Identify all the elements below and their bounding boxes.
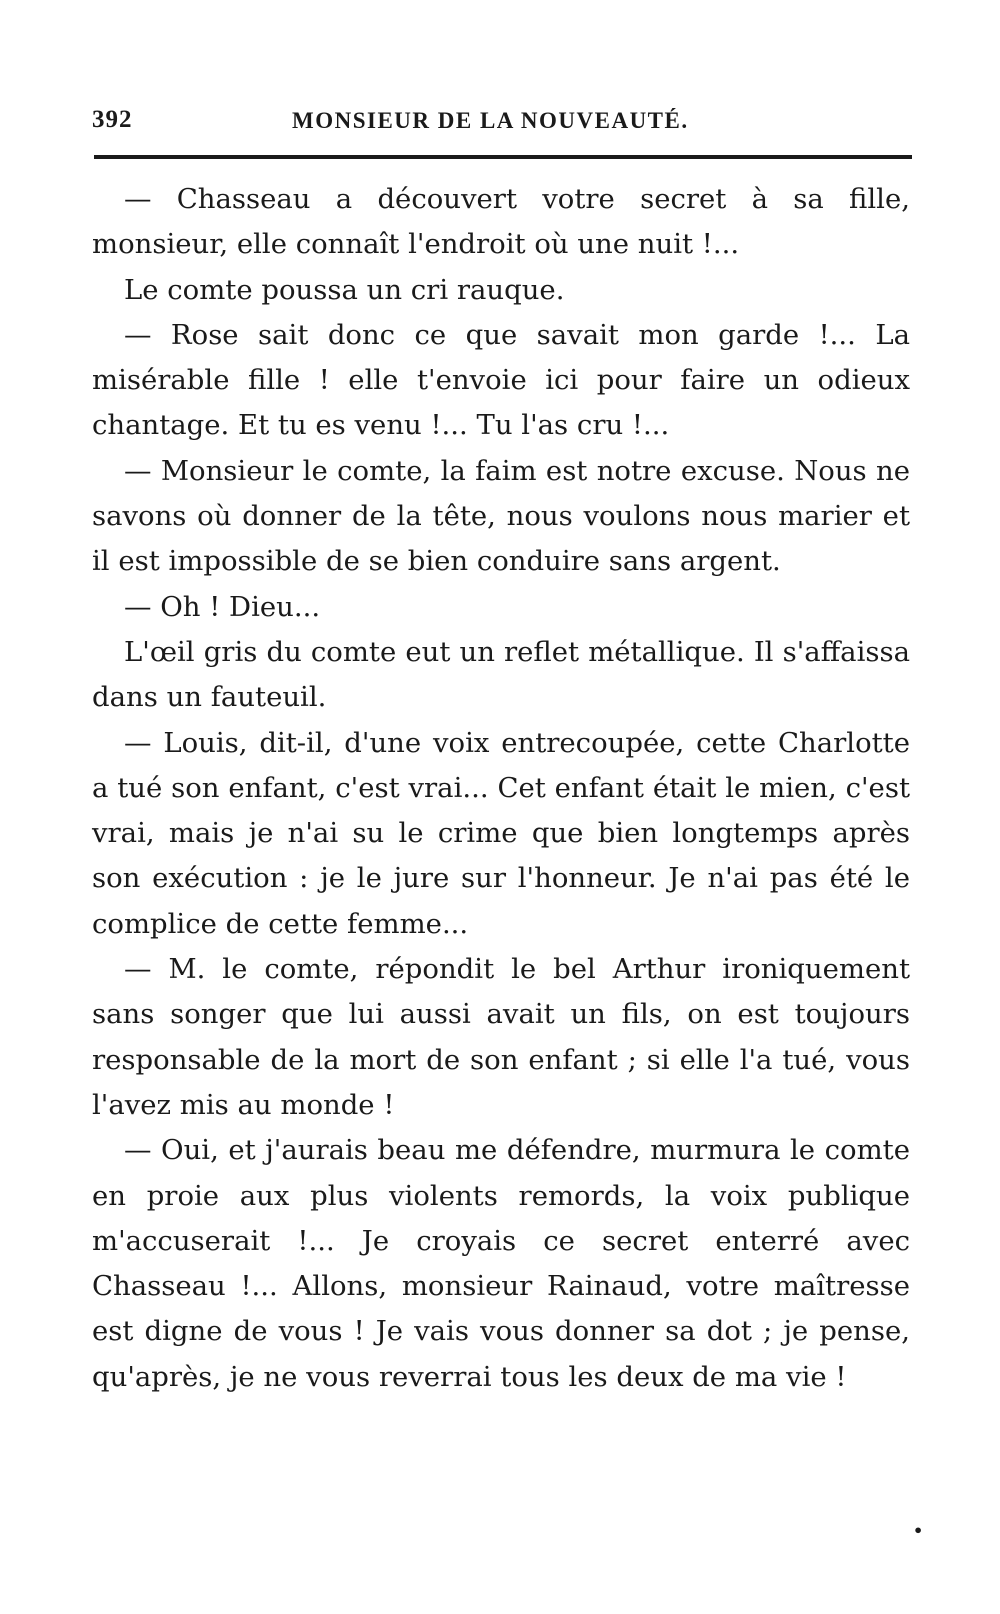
- paragraph: — M. le comte, répondit le bel Arthur ironiquement sans songer que lui aussi avait un fils, on est toujours responsable de la mort de son enfant ; si elle l'a tué, vous l'avez mis au monde !: [92, 953, 910, 1121]
- body-text: [92, 177, 910, 1400]
- paragraph: — Rose sait donc ce que savait mon garde !... La misérable fille ! elle t'envoie ici pour faire un odieux chantage. Et tu es venu !... Tu l'as cru !...: [92, 318, 910, 442]
- page-number: 392: [92, 106, 133, 133]
- paragraph: — Oh ! Dieu...: [124, 590, 321, 623]
- page-header: [92, 106, 910, 140]
- paragraph: — Chasseau a découvert votre secret à sa fille, monsieur, elle connaît l'endroit où une nuit !...: [92, 183, 910, 261]
- paragraph: L'œil gris du comte eut un reflet métallique. Il s'affaissa dans un fauteuil.: [92, 635, 910, 714]
- header-rule: [94, 155, 912, 159]
- paragraph: — Louis, dit-il, d'une voix entrecoupée, cette Charlotte a tué son enfant, c'est vrai... Cet enfant était le mien, c'est vrai, mais je n'ai su le crime que bien longtemps après son exécution : je le jure sur l'honneur. Je n'ai pas été le complice de cette femme...: [92, 726, 910, 940]
- paragraph: Le comte poussa un cri rauque.: [124, 273, 565, 306]
- running-title: MONSIEUR DE LA NOUVEAUTÉ.: [292, 108, 689, 133]
- paragraph: — Monsieur le comte, la faim est notre excuse. Nous ne savons où donner de la tête, nous voulons nous marier et il est impossible de se bien conduire sans argent.: [92, 454, 910, 578]
- footer-mark: •: [913, 1521, 924, 1540]
- paragraph: — Oui, et j'aurais beau me défendre, murmura le comte en proie aux plus violents remords, la voix publique m'accuserait !... Je croyais ce secret enterré avec Chasseau !... Allons, monsieur Rainaud, votre maîtresse est digne de vous ! Je vais vous donner sa dot ; je pense, qu'après, je ne vous reverrai tous les deux de ma vie !: [92, 1134, 910, 1393]
